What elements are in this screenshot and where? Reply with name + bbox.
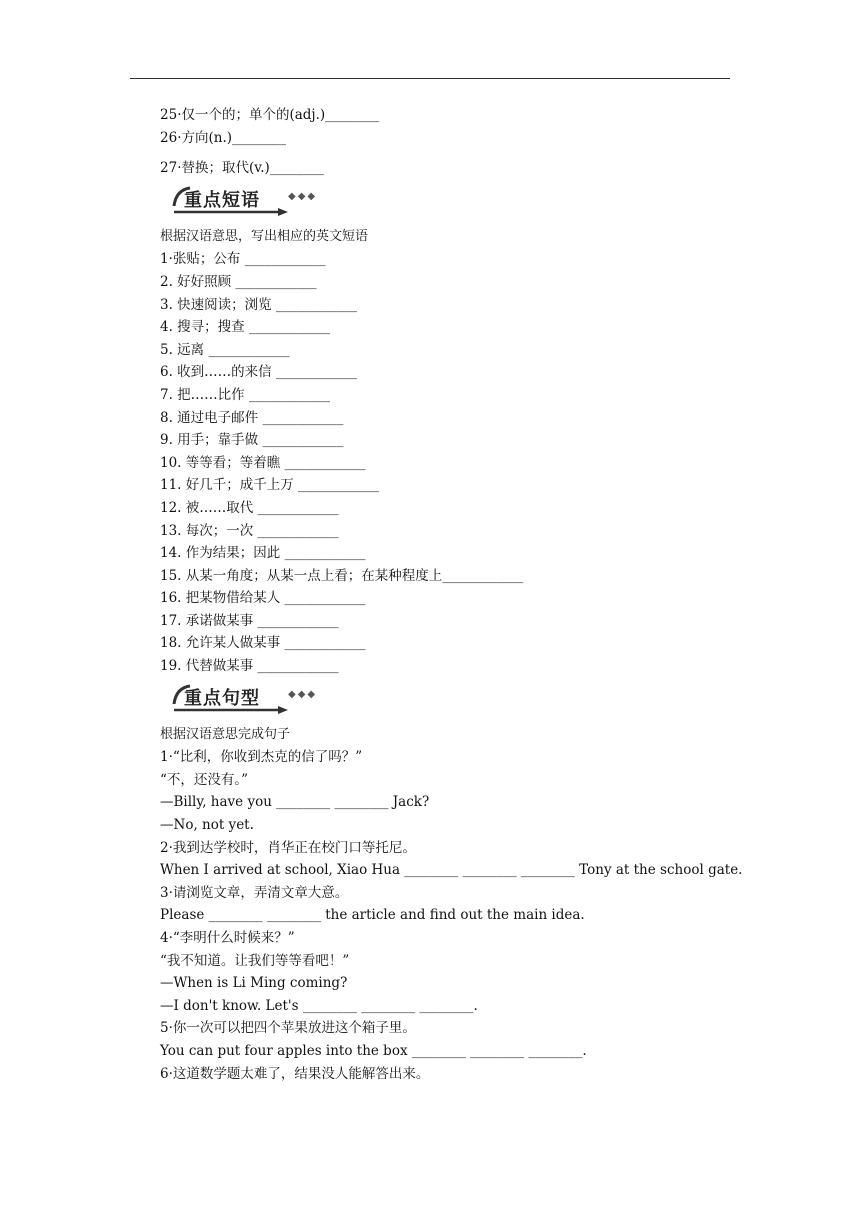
phrase-item: 3. 快速阅读；浏览 ____________ <box>160 296 357 313</box>
phrase-item: 1·张贴；公布 ____________ <box>160 251 326 268</box>
sentence-line: “我不知道。让我们等等看吧！” <box>160 952 350 969</box>
diamond-decoration-icon: ◆◆◆ <box>288 190 318 202</box>
sentence-line: 5·你一次可以把四个苹果放进这个箱子里。 <box>160 1020 416 1037</box>
phrase-list <box>160 248 740 677</box>
phrase-item: 8. 通过电子邮件 ____________ <box>160 409 344 426</box>
phrases-section-header <box>170 184 740 220</box>
sentence-line: —When is Li Ming coming? <box>160 975 348 992</box>
sentence-line: When I arrived at school, Xiao Hua ________ ________ ________ Tony at the school gate. <box>160 862 743 879</box>
vocab-item: 25·仅一个的；单个的(adj.)________ <box>160 107 380 123</box>
phrase-item: 5. 远离 ____________ <box>160 341 290 358</box>
sentence-line: 1·“比利，你收到杰克的信了吗？” <box>160 749 363 766</box>
phrase-item: 18. 允许某人做某事 ____________ <box>160 635 366 652</box>
sentence-line: —No, not yet. <box>160 817 254 834</box>
phrase-item: 13. 每次；一次 ____________ <box>160 522 339 539</box>
sentences-instruction: 根据汉语意思完成句子 <box>160 726 291 742</box>
phrase-item: 4. 搜寻；搜查 ____________ <box>160 319 330 336</box>
vocab-list <box>160 104 740 180</box>
sentence-line: Please ________ ________ the article and find out the main idea. <box>160 907 585 924</box>
phrase-item: 15. 从某一角度；从某一点上看；在某种程度上____________ <box>160 567 524 584</box>
phrase-item: 19. 代替做某事 ____________ <box>160 658 339 675</box>
phrases-section-title: 重点短语 <box>184 189 260 211</box>
sentence-line: 2·我到达学校时，肖华正在校门口等托尼。 <box>160 839 416 856</box>
phrase-item: 2. 好好照顾 ____________ <box>160 273 317 290</box>
sentences-section-header <box>170 682 740 718</box>
phrase-item: 16. 把某物借给某人 ____________ <box>160 590 366 607</box>
phrase-item: 11. 好几千；成千上万 ____________ <box>160 477 380 494</box>
sentence-line: 6·这道数学题太难了，结果没人能解答出来。 <box>160 1065 430 1082</box>
sentence-line: —Billy, have you ________ ________ Jack? <box>160 794 430 811</box>
phrase-item: 17. 承诺做某事 ____________ <box>160 612 339 629</box>
worksheet-content <box>160 104 743 1085</box>
sentences-section-title: 重点句型 <box>184 687 260 709</box>
sentence-line: You can put four apples into the box ________ ________ ________. <box>160 1042 587 1059</box>
diamond-decoration-icon: ◆◆◆ <box>288 688 318 700</box>
sentence-line: “不，还没有。” <box>160 771 249 788</box>
phrase-item: 9. 用手；靠手做 ____________ <box>160 432 344 449</box>
page-top-rule <box>130 78 730 79</box>
vocab-item: 26·方向(n.)________ <box>160 129 286 146</box>
phrase-item: 7. 把……比作 ____________ <box>160 386 330 403</box>
sentence-line: 4·“李明什么时候来？” <box>160 930 295 946</box>
sentence-list <box>160 746 743 1085</box>
phrases-instruction: 根据汉语意思，写出相应的英文短语 <box>160 228 369 244</box>
vocab-item: 27·替换；取代(v.)________ <box>160 160 324 177</box>
sentence-line: 3·请浏览文章，弄清文章大意。 <box>160 884 349 901</box>
phrase-item: 14. 作为结果；因此 ____________ <box>160 545 366 562</box>
phrase-item: 6. 收到……的来信 ____________ <box>160 364 357 381</box>
phrase-item: 10. 等等看；等着瞧 ____________ <box>160 454 366 471</box>
phrase-item: 12. 被……取代 ____________ <box>160 499 339 516</box>
sentence-line: —I don't know. Let's ________ ________ ________. <box>160 997 478 1014</box>
